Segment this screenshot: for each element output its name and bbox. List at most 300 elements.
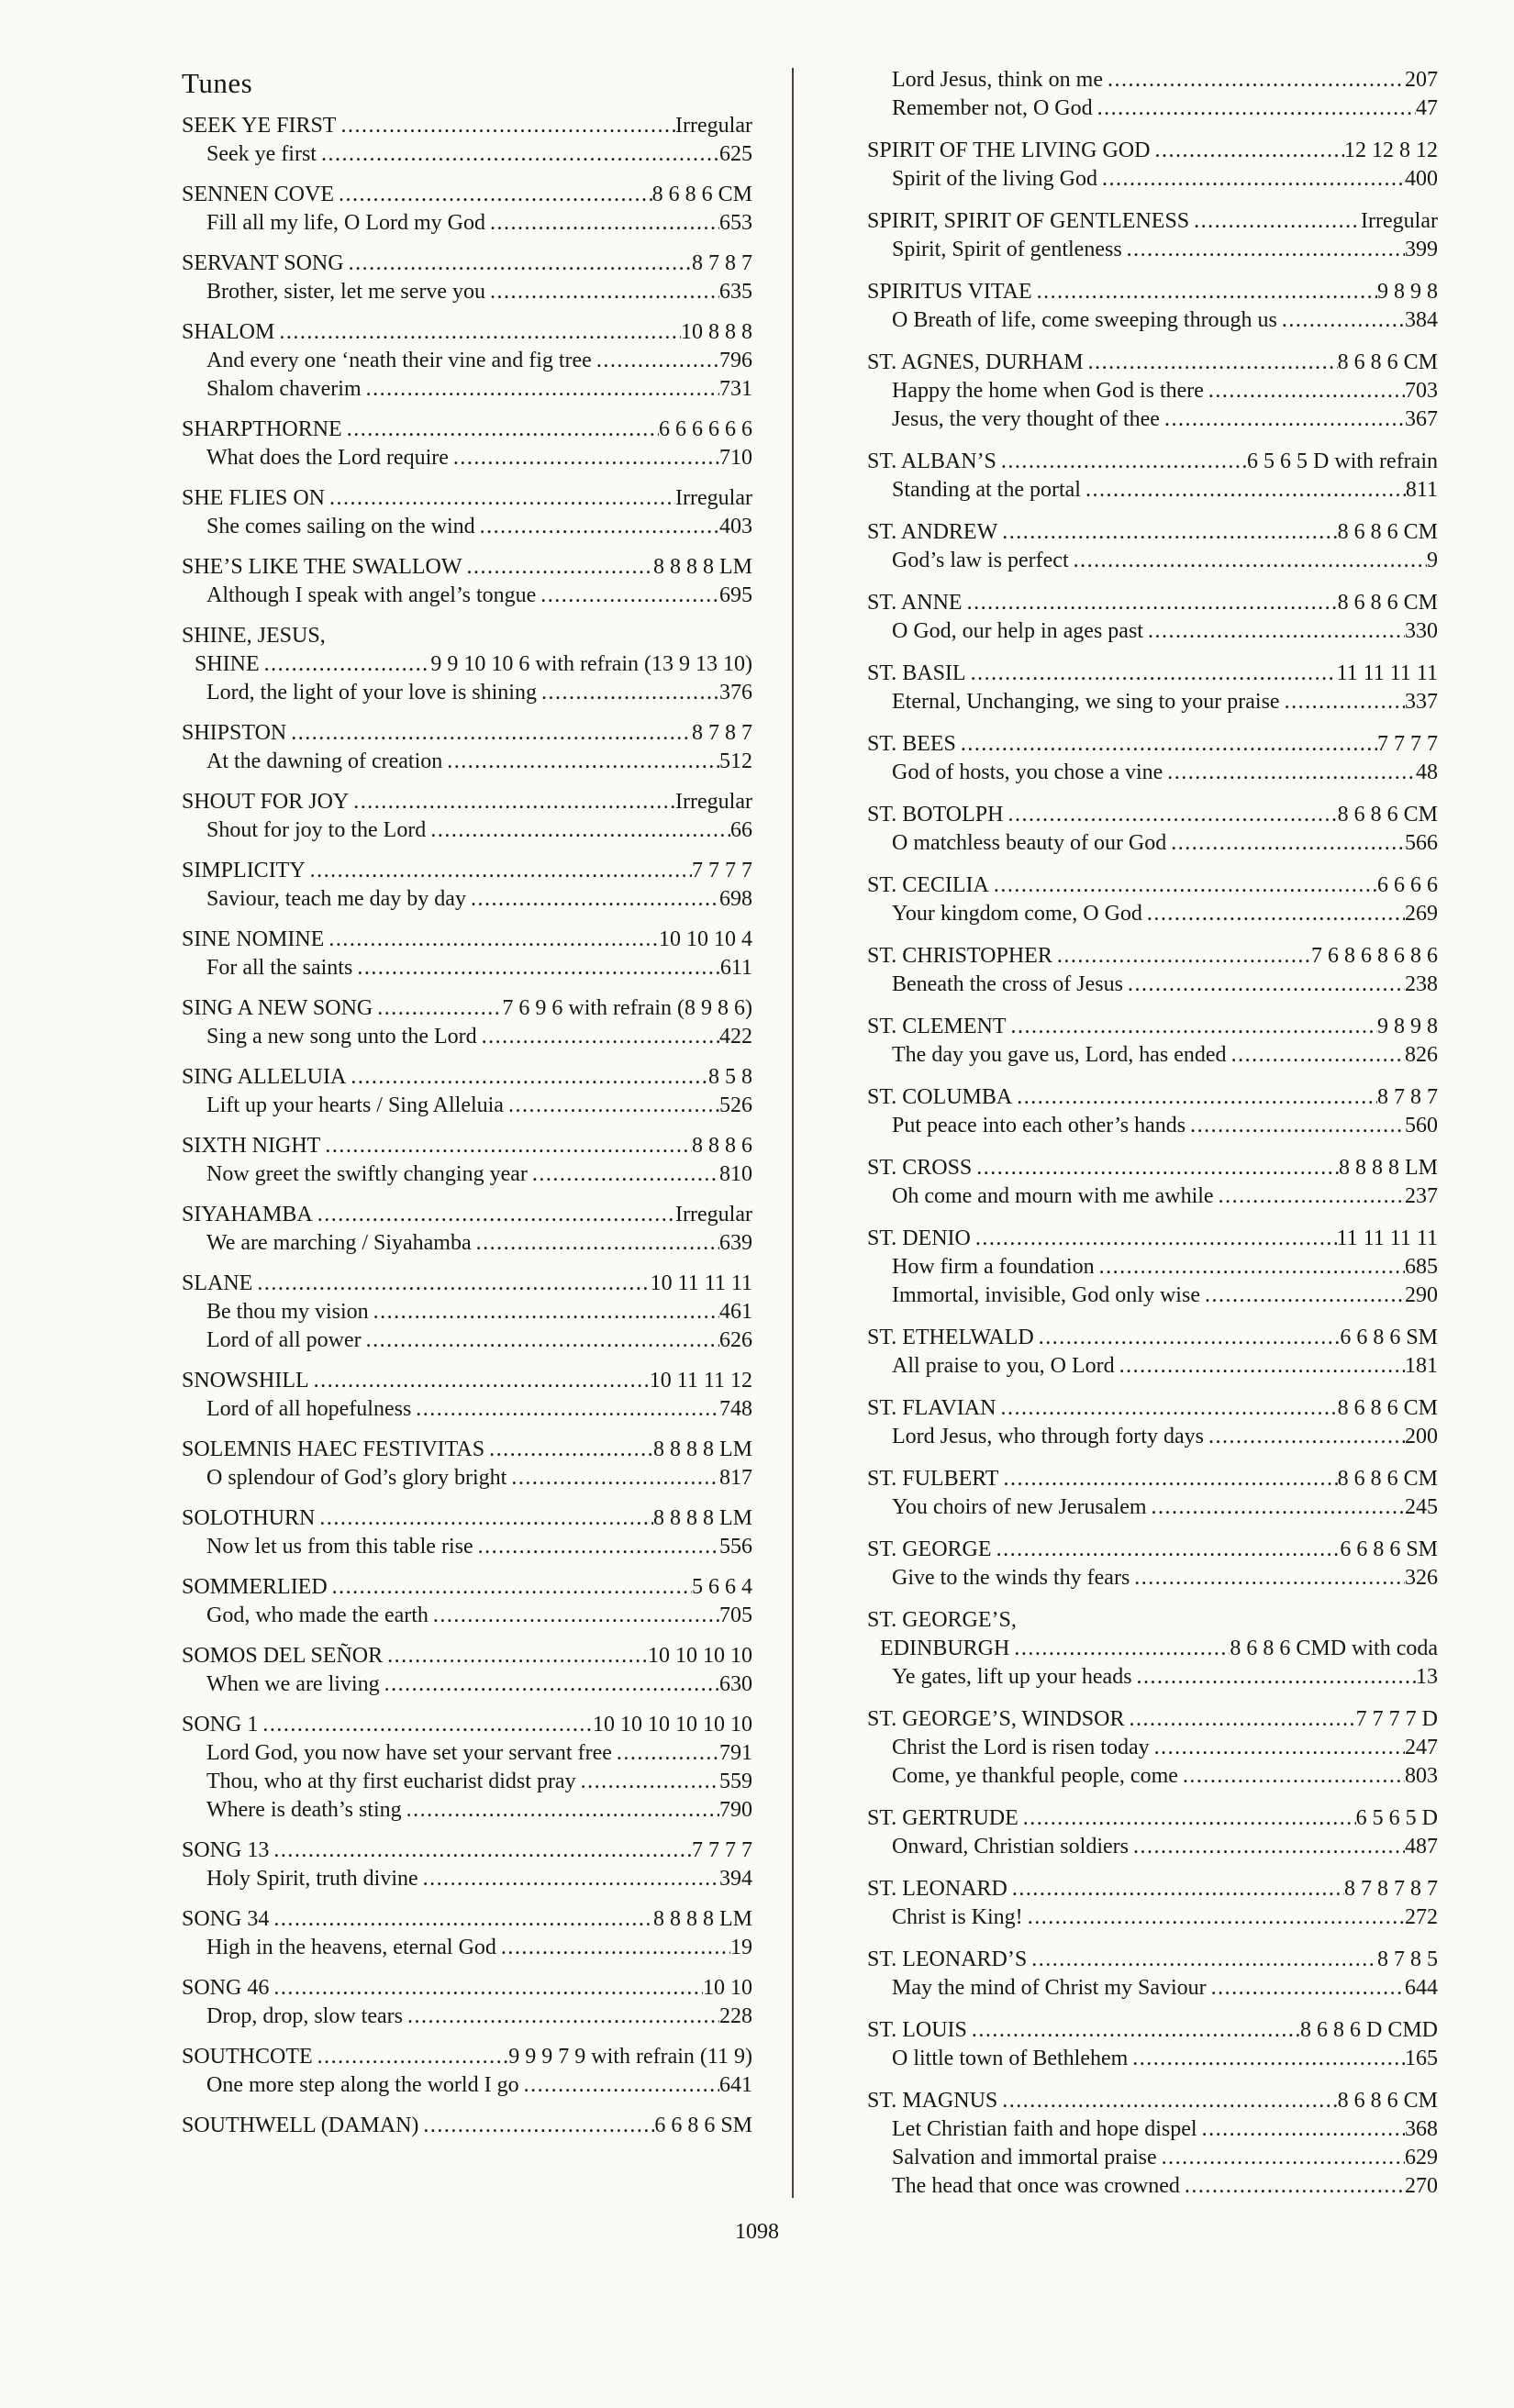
dot-leader [320,1132,692,1160]
first-line-text: Lord, the light of your love is shining [206,681,537,705]
tune-name: SINE NOMINE [182,927,325,951]
dot-leader [971,1225,1337,1253]
first-line-text: She comes sailing on the wind [206,515,475,538]
tune-entry [867,2087,1438,2201]
tune-entry [182,318,752,404]
tune-meter: 8 6 8 6 CM [1337,591,1438,615]
dot-leader [967,2016,1300,2045]
first-line-row [182,1298,752,1326]
hymn-number: 238 [1405,972,1438,996]
tune-entry [182,1573,752,1630]
dot-leader [1081,476,1406,505]
dot-leader [342,416,659,444]
tune-row [182,926,752,954]
first-line-text: Shout for joy to the Lord [206,818,427,842]
first-line-text: Happy the home when God is there [892,379,1204,403]
tune-row [182,416,752,444]
dot-leader [418,2112,654,2140]
tune-meter: 8 8 8 8 LM [653,1506,752,1530]
first-line-text: The head that once was crowned [892,2174,1180,2198]
dot-leader [972,1154,1339,1182]
tune-name: ST. BEES [867,732,956,756]
dot-leader [1150,1734,1405,1762]
tune-meter: 9 9 10 10 6 with refrain (13 9 13 10) [430,652,752,676]
first-line-text: Drop, drop, slow tears [206,2004,403,2028]
tune-meter: 8 6 8 6 CM [1337,2089,1438,2113]
tune-entry [182,484,752,541]
first-line-text: High in the heavens, eternal God [206,1936,496,1959]
tune-meter: 8 5 8 [708,1065,752,1089]
first-line-text: Give to the winds thy fears [892,1566,1130,1590]
dot-leader [336,112,675,140]
tune-row [867,349,1438,377]
hymn-number: 290 [1405,1283,1438,1307]
tune-meter: 7 7 7 7 D [1355,1707,1438,1731]
dot-leader [1186,1112,1405,1140]
tune-row [182,1063,752,1092]
dot-leader [380,1670,719,1699]
tune-meter: 6 5 6 5 D [1355,1806,1438,1830]
hymn-number: 611 [719,956,752,980]
first-line-text: Come, ye thankful people, come [892,1764,1178,1788]
tune-meter: 9 8 9 8 [1377,1015,1438,1038]
tune-name: ST. ETHELWALD [867,1326,1034,1349]
dot-leader [1034,1324,1341,1352]
dot-leader [966,660,1337,688]
dot-leader [352,954,720,982]
dot-leader [536,582,719,610]
dot-leader [997,518,1337,547]
tune-name: SHALOM [182,320,275,344]
tune-entry [867,1804,1438,1861]
dot-leader [1128,2045,1405,2073]
dot-leader [317,140,719,169]
first-line-text: Standing at the portal [892,478,1081,502]
tune-name: ST. CROSS [867,1156,973,1180]
tune-name: ST. ANDREW [867,520,998,544]
dot-leader [956,730,1377,759]
tune-row [867,278,1438,306]
tune-meter: 5 6 6 4 [692,1575,752,1599]
dot-leader [504,1092,719,1120]
dot-leader [260,650,431,679]
hymn-number: 200 [1405,1425,1438,1448]
tune-entry [867,137,1438,194]
dot-leader [258,1711,593,1739]
first-line-row [182,1160,752,1189]
tune-name: ST. BOTOLPH [867,803,1004,827]
tune-entry [867,1154,1438,1211]
dot-leader [1163,759,1416,787]
tune-meter: 8 8 8 8 LM [1339,1156,1438,1180]
tune-entry [182,416,752,472]
tune-name: ST. BASIL [867,661,966,685]
page-number: 1098 [735,2220,779,2244]
tune-meter: 8 7 8 7 [1377,1085,1438,1109]
tune-name: SLANE [182,1271,253,1295]
hymn-number: 810 [719,1162,752,1186]
first-line-row [867,476,1438,505]
first-line-row [182,679,752,707]
first-line-text: Holy Spirit, truth divine [206,1867,418,1891]
hymn-number: 330 [1405,619,1438,643]
hymn-number: 803 [1405,1764,1438,1788]
tune-name: SING A NEW SONG [182,996,373,1020]
first-line-row [867,405,1438,434]
tune-name: SING ALLELUIA [182,1065,347,1089]
first-line-text: Although I speak with angel’s tongue [206,583,537,607]
hymn-number: 422 [719,1025,752,1049]
dot-leader [1204,377,1405,405]
hymn-number: 461 [719,1300,752,1324]
tune-entry [182,2043,752,2100]
tune-row [867,942,1438,971]
tune-entry [867,1465,1438,1522]
tune-name: SOUTHCOTE [182,2045,313,2069]
hymn-number: 272 [1405,1905,1438,1929]
first-line-text: Where is death’s sting [206,1798,402,1822]
tune-meter: 8 8 8 8 LM [653,555,752,579]
dot-leader [612,1739,719,1768]
first-line-row [182,140,752,169]
first-line-row [182,444,752,472]
first-line-row [867,829,1438,858]
first-line-row [867,165,1438,194]
dot-leader [1009,1635,1230,1663]
tune-entry [867,660,1438,716]
hymn-number: 394 [719,1867,752,1891]
first-line-row [182,2071,752,2100]
first-line-text: O matchless beauty of our God [892,831,1167,855]
tune-name: ST. DENIO [867,1226,971,1250]
tune-row [867,1154,1438,1182]
dot-leader [1124,1705,1355,1734]
tune-name: ST. LEONARD’S [867,1947,1028,1971]
page-title: Tunes [182,67,253,99]
dot-leader [1019,1804,1356,1833]
dot-leader [346,1063,708,1092]
tune-row [867,1946,1438,1974]
tune-entry [182,1367,752,1424]
tune-name: SPIRITUS VITAE [867,280,1032,304]
hymn-number: 376 [719,681,752,705]
hymn-number: 695 [719,583,752,607]
first-line-text: Seek ye first [206,142,317,166]
first-line-text: Saviour, teach me day by day [206,887,466,911]
first-line-text: Eternal, Unchanging, we sing to your praise [892,690,1280,714]
first-line-row [867,2115,1438,2144]
hymn-number: 247 [1405,1736,1438,1759]
hymn-number: 526 [719,1093,752,1117]
tune-meter: 10 11 11 12 [649,1369,752,1393]
tune-meter: 8 8 8 8 LM [653,1437,752,1461]
tune-meter: 8 7 8 7 [692,721,752,745]
first-line-text: The day you gave us, Lord, has ended [892,1043,1227,1067]
dot-leader [449,444,719,472]
tune-entry [867,589,1438,646]
tune-entry [182,926,752,982]
first-line-row [867,688,1438,716]
dot-leader [442,748,719,776]
tune-name: SHE’S LIKE THE SWALLOW [182,555,462,579]
dot-leader [528,1160,719,1189]
hymn-number: 644 [1405,1976,1438,2000]
hymn-number: 653 [719,211,752,235]
tune-meter: 6 6 8 6 SM [1340,1326,1438,1349]
first-line-row [867,1352,1438,1381]
tune-meter: 10 10 10 4 [659,927,752,951]
dot-leader [1180,2172,1405,2201]
dot-leader [1012,1083,1377,1112]
tune-meter: 6 6 6 6 6 6 [659,417,752,441]
tune-row [182,1132,752,1160]
tune-row [182,1573,752,1602]
dot-leader [996,1394,1337,1423]
dot-leader [362,1326,719,1355]
first-line-row [182,1229,752,1258]
first-line-text: For all the saints [206,956,353,980]
hymn-number: 367 [1405,407,1438,431]
tune-entry [867,1606,1438,1692]
tune-entry [867,1324,1438,1381]
first-line-row [182,513,752,541]
dot-leader [1280,688,1405,716]
dot-leader [1214,1182,1405,1211]
column-divider-rule [792,68,794,2198]
first-line-row [182,1092,752,1120]
dot-leader [349,788,675,816]
tune-row [867,1225,1438,1253]
hymn-number: 368 [1405,2117,1438,2141]
dot-leader [369,1298,719,1326]
hymn-number: 207 [1405,68,1438,92]
tune-meter: 8 8 8 8 LM [653,1907,752,1931]
hymn-number: 791 [719,1741,752,1765]
dot-leader [1204,1423,1405,1451]
hymn-number: 384 [1405,308,1438,332]
hymn-number: 165 [1405,2047,1438,2070]
tune-meter: 7 7 7 7 [692,1838,752,1862]
first-line-row [867,1253,1438,1282]
first-line-row [182,816,752,845]
dot-leader [1197,2115,1405,2144]
dot-leader [576,1768,719,1796]
hymn-number: 269 [1405,902,1438,926]
dot-leader [252,1270,650,1298]
tune-name: SPIRIT, SPIRIT OF GENTLENESS [867,209,1190,233]
dot-leader [963,589,1338,617]
first-line-row [867,377,1438,405]
tune-row [867,2016,1438,2045]
tune-entry [867,66,1438,123]
first-line-row [867,1282,1438,1310]
first-line-text: Spirit, Spirit of gentleness [892,238,1122,261]
first-line-text: How firm a foundation [892,1255,1095,1279]
dot-leader [1003,801,1337,829]
dot-leader [1200,1282,1405,1310]
dot-leader [1032,278,1377,306]
tune-name: SONG 13 [182,1838,270,1862]
first-line-text: Lord of all power [206,1328,362,1352]
tune-row [182,250,752,278]
hymn-number: 512 [719,749,752,773]
tune-name: ST. FLAVIAN [867,1396,996,1420]
hymn-number: 635 [719,280,752,304]
tune-row [867,1013,1438,1041]
first-line-text: Lord Jesus, think on me [892,68,1103,92]
tune-meter: 8 6 8 6 CMD with coda [1230,1637,1438,1660]
first-line-row [867,759,1438,787]
dot-leader [462,553,653,582]
dot-leader [1007,1013,1377,1041]
dot-leader [1007,1875,1344,1903]
tune-entry [867,1225,1438,1310]
dot-leader [306,857,692,885]
tune-name: ST. AGNES, DURHAM [867,350,1084,374]
tune-row [867,1324,1438,1352]
first-line-text: Oh come and mourn with me awhile [892,1184,1214,1208]
first-line-row [182,1934,752,1962]
tune-entry [182,1711,752,1825]
tune-list-right [867,66,1438,2201]
hymn-number: 630 [719,1672,752,1696]
tune-entry [867,730,1438,787]
first-line-row [182,1739,752,1768]
tune-row [867,2087,1438,2115]
first-line-text: Onward, Christian soldiers [892,1835,1129,1859]
dot-leader [1277,306,1405,335]
tune-entry [182,1974,752,2031]
hymn-number: 228 [719,2004,752,2028]
tune-meter: 12 12 8 12 [1344,139,1438,162]
first-line-text: Now greet the swiftly changing year [206,1162,528,1186]
hymn-number: 400 [1405,167,1438,191]
first-line-text: Be thou my vision [206,1300,369,1324]
tune-meter: 6 5 6 5 D with refrain [1247,449,1438,473]
tune-name: SHOUT FOR JOY [182,790,350,814]
dot-leader [485,209,719,238]
tune-meter: 8 7 8 5 [1377,1947,1438,1971]
dot-leader [1130,1564,1405,1592]
tune-row [182,1711,752,1739]
first-line-text: When we are living [206,1672,380,1696]
first-line-text: O Breath of life, come sweeping through us [892,308,1277,332]
dot-leader [1129,1833,1405,1861]
tune-row [867,660,1438,688]
tune-entry [182,1642,752,1699]
tune-row [182,181,752,209]
tune-entry [182,788,752,845]
first-line-text: Ye gates, lift up your heads [892,1665,1132,1689]
first-line-text: Shalom chaverim [206,377,362,401]
first-line-text: Fill all my life, O Lord my God [206,211,485,235]
tune-row [867,1536,1438,1564]
tune-row [182,318,752,347]
tune-meter: 8 6 8 6 CM [1337,350,1438,374]
first-line-text: Jesus, the very thought of thee [892,407,1160,431]
first-line-text: You choirs of new Jerusalem [892,1495,1147,1519]
tune-name: SONG 1 [182,1713,259,1737]
tune-name: SOMMERLIED [182,1575,328,1599]
tune-row [867,801,1438,829]
dot-leader [418,1865,719,1893]
tune-name: EDINBURGH [880,1637,1010,1660]
tune-row [867,871,1438,900]
hymn-number: 337 [1405,690,1438,714]
first-line-text: God’s law is perfect [892,549,1069,572]
first-line-text: Beneath the cross of Jesus [892,972,1123,996]
tune-entry [182,1504,752,1561]
tune-row [182,484,752,513]
tune-meter: Irregular [675,1203,752,1226]
dot-leader [429,1602,719,1630]
dot-leader [1157,2144,1405,2172]
first-line-row [182,885,752,914]
tune-name: SHIPSTON [182,721,287,745]
first-line-row [867,1974,1438,2003]
first-line-row [182,1533,752,1561]
first-line-row [867,1493,1438,1522]
dot-leader [537,679,719,707]
tune-entry [182,250,752,306]
first-line-row [867,1041,1438,1070]
dot-leader [328,1573,692,1602]
hymn-number: 698 [719,887,752,911]
dot-leader [1095,1253,1405,1282]
dot-leader [373,994,502,1023]
hymn-number: 66 [730,818,752,842]
hymn-number: 559 [719,1770,752,1793]
dot-leader [315,1504,653,1533]
dot-leader [1069,547,1427,575]
dot-leader [1123,971,1405,999]
hymn-number: 399 [1405,238,1438,261]
hymn-number: 19 [730,1936,752,1959]
tune-meter: 6 6 6 6 [1377,873,1438,897]
first-line-row [867,617,1438,646]
tune-name: ST. LOUIS [867,2018,967,2042]
tune-meter: 8 8 8 6 [692,1134,752,1158]
hymn-number: 629 [1405,2146,1438,2169]
hymn-number: 748 [719,1397,752,1421]
tune-name: ST. GEORGE’S, WINDSOR [867,1707,1125,1731]
tune-row [182,2112,752,2140]
tune-entry [867,207,1438,264]
dot-leader [1093,94,1416,123]
tune-row [182,994,752,1023]
tune-entry [182,2112,752,2140]
first-line-row [867,94,1438,123]
tune-name-prefix: ST. GEORGE’S, [867,1608,1017,1632]
first-line-text: Thou, who at thy first eucharist didst pray [206,1770,576,1793]
tune-name: SIXTH NIGHT [182,1134,321,1158]
dot-leader [1160,405,1405,434]
dot-leader [1142,900,1405,928]
tune-entry [867,278,1438,335]
tune-entry [867,518,1438,575]
tune-meter: 10 8 8 8 [681,320,752,344]
dot-leader [269,1974,703,2003]
hymn-number: 811 [1405,478,1438,502]
hymn-number: 710 [719,446,752,470]
hymn-number: 48 [1416,760,1438,784]
hymn-number: 625 [719,142,752,166]
first-line-text: May the mind of Christ my Saviour [892,1976,1207,2000]
first-line-text: God of hosts, you chose a vine [892,760,1163,784]
hymn-number: 487 [1405,1835,1438,1859]
tune-entry [182,1201,752,1258]
dot-leader [383,1642,648,1670]
